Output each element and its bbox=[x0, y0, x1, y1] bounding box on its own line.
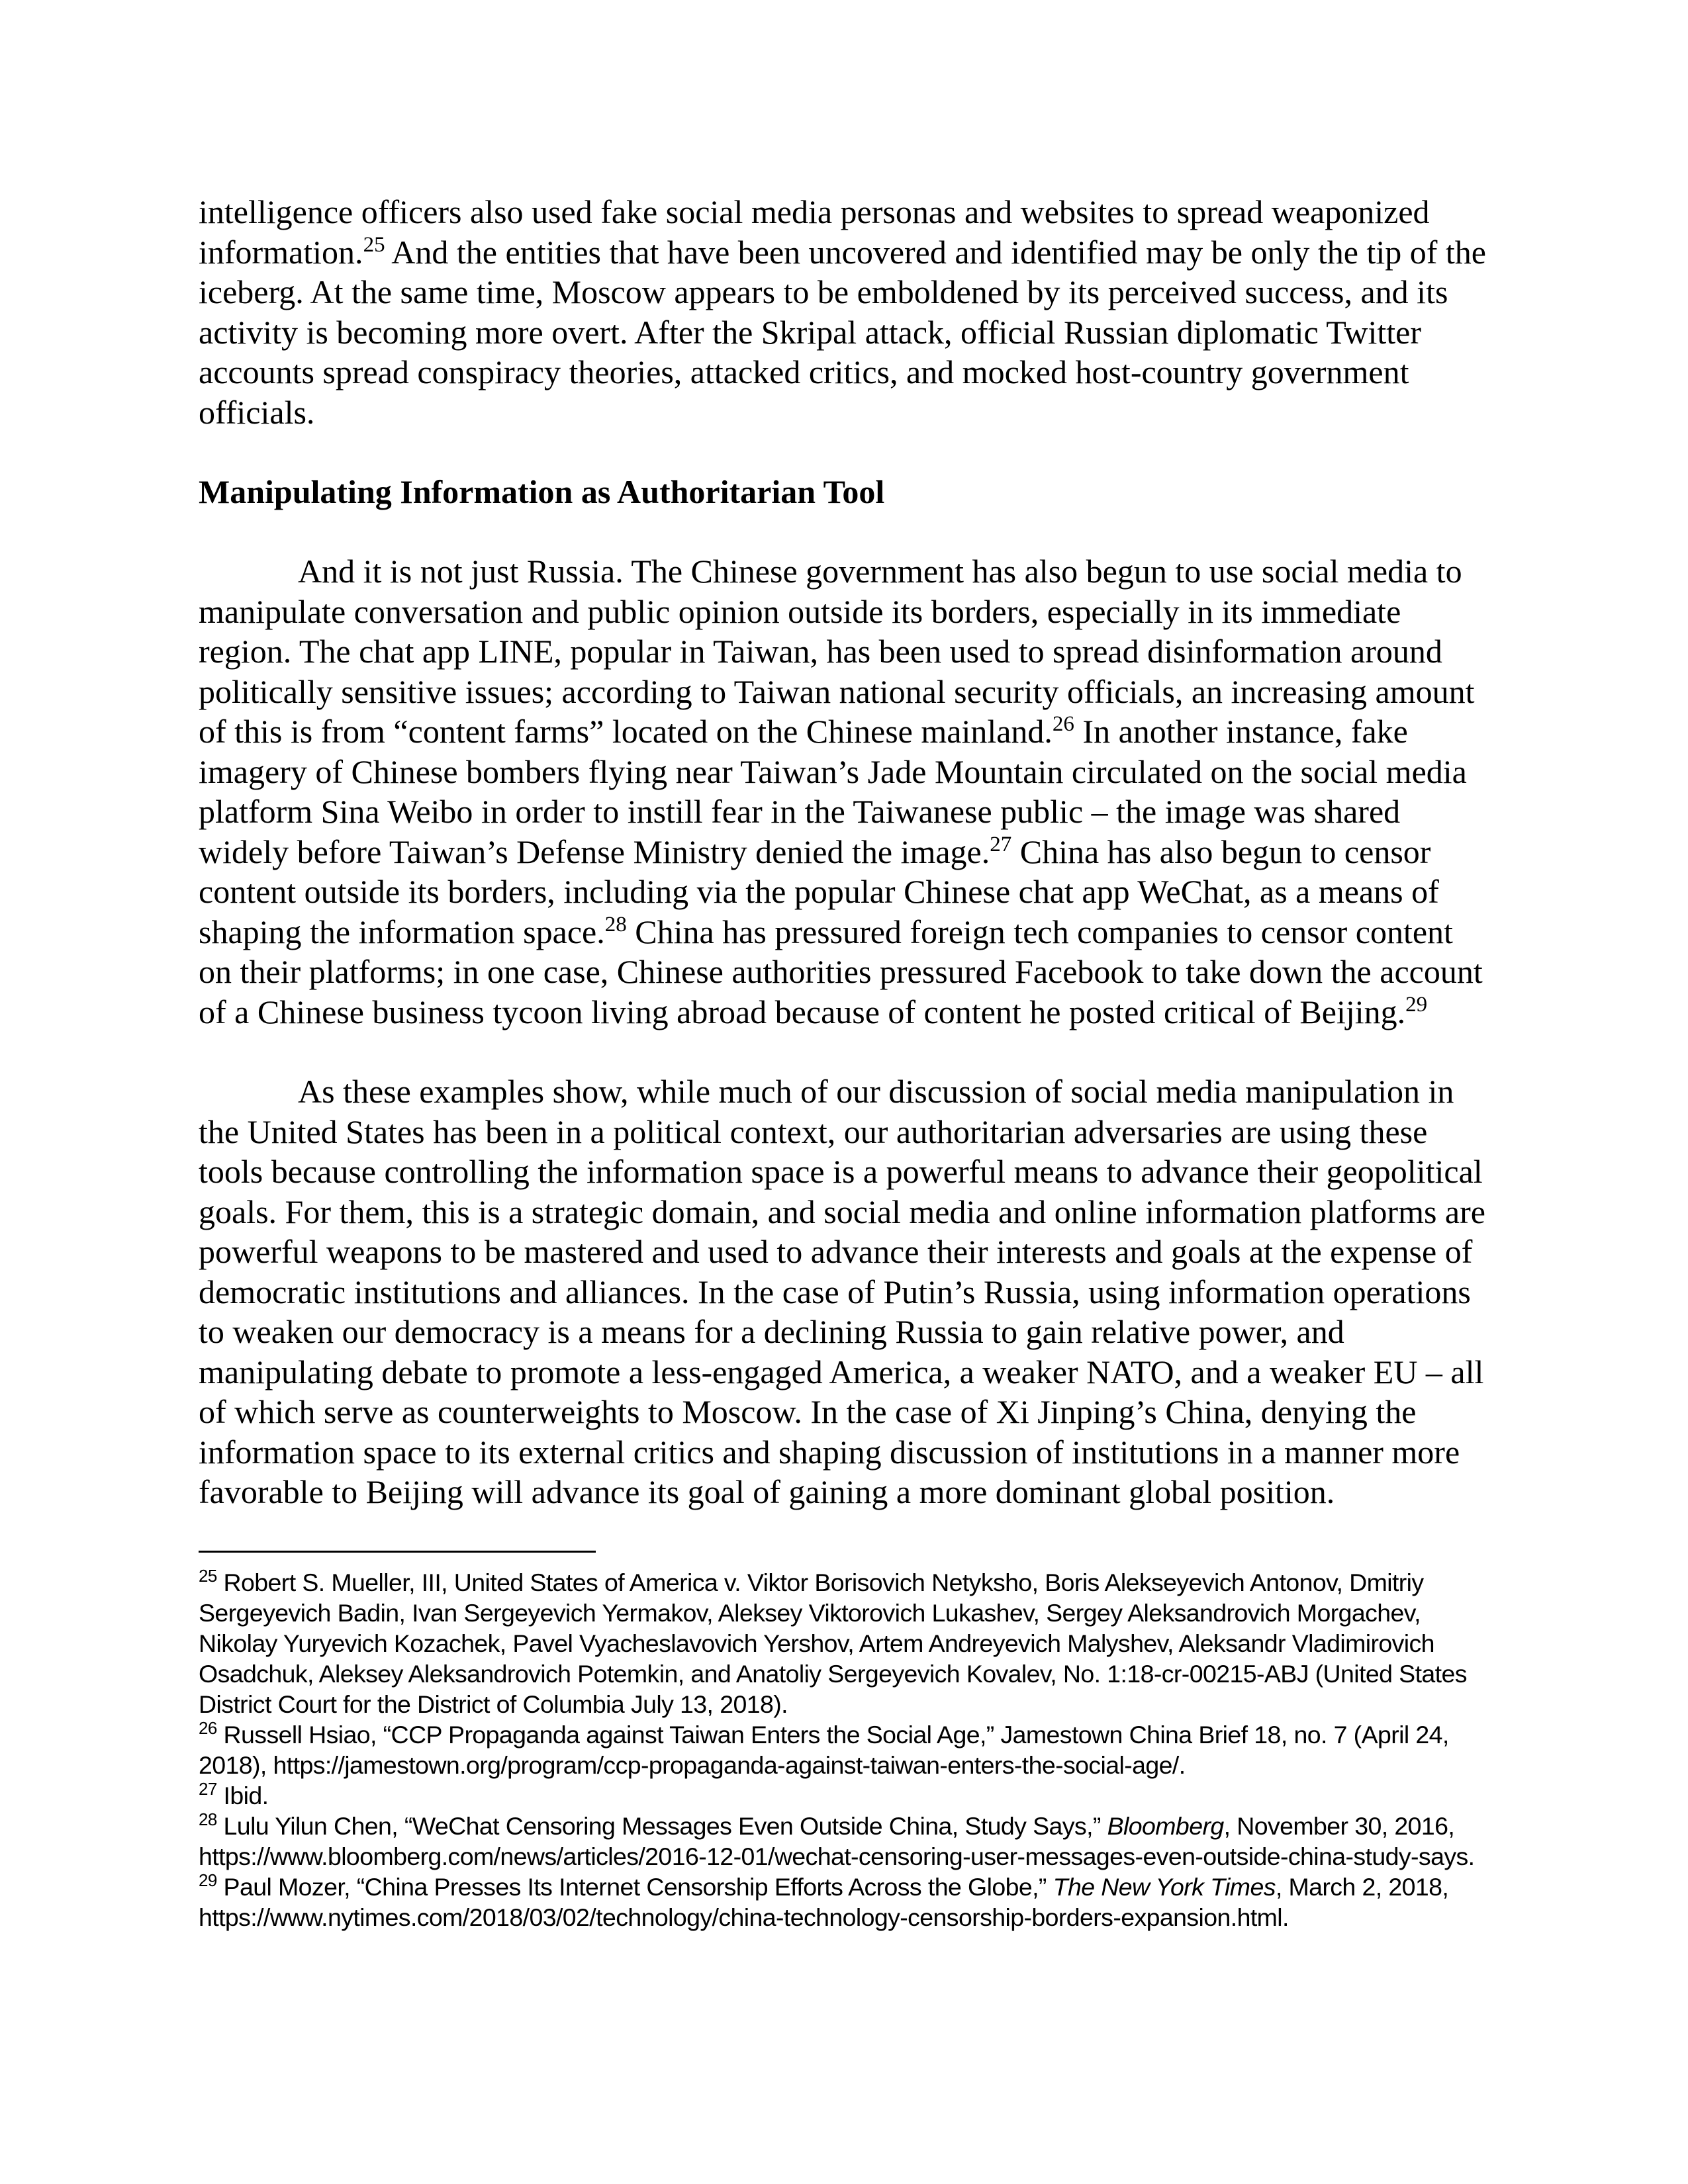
footnote-text: Lulu Yilun Chen, “WeChat Censoring Messages Even Outside China, Study Says,” bbox=[216, 1811, 1107, 1840]
footnote-number: 25 bbox=[199, 1565, 217, 1586]
footnote-number: 27 bbox=[199, 1778, 217, 1799]
publication-title: The New York Times bbox=[1053, 1872, 1276, 1901]
document-page bbox=[199, 192, 1489, 1933]
paragraph-text: intelligence officers also used fake social media personas and websites to spread weaponized information. bbox=[199, 193, 1430, 271]
footnote-text: Ibid. bbox=[216, 1781, 269, 1809]
paragraph-spacer bbox=[199, 1032, 1489, 1071]
footnote-number: 26 bbox=[199, 1717, 217, 1738]
footnote-text: Paul Mozer, “China Presses Its Internet Censorship Efforts Across the Globe,” bbox=[216, 1872, 1053, 1901]
body-paragraph-2 bbox=[199, 551, 1489, 1032]
footnote-ref-27[interactable]: 27 bbox=[990, 832, 1012, 856]
footnote-ref-28[interactable]: 28 bbox=[604, 912, 627, 936]
footnote-number: 29 bbox=[199, 1870, 217, 1890]
footnote-number: 28 bbox=[199, 1809, 217, 1829]
footnote-29 bbox=[199, 1872, 1489, 1933]
body-paragraph-1 bbox=[199, 192, 1489, 432]
footnote-text: , November 30, 2016, https://www.bloomberg.com/news/articles/2016-12-01/wechat-censoring-user-messages-even-outside-china-study-says. bbox=[199, 1811, 1475, 1870]
footnote-26 bbox=[199, 1719, 1489, 1780]
paragraph-text: China has pressured foreign tech companies to censor content on their platforms; in one case, Chinese authorities pressured Facebook to take down the account of a Chinese business tycoon living abroad because of content he posted critical of Beijing. bbox=[199, 913, 1483, 1030]
footnote-ref-29[interactable]: 29 bbox=[1405, 992, 1428, 1017]
paragraph-text: In another instance, fake imagery of Chinese bombers flying near Taiwan’s Jade Mountain circulated on the social media platform Sina Weibo in order to instill fear in the Taiwanese public – the image was shared widely before Taiwan’s Defense Ministry denied the image. bbox=[199, 713, 1467, 870]
footnote-text: Russell Hsiao, “CCP Propaganda against Taiwan Enters the Social Age,” Jamestown China Brief 18, no. 7 (April 24, 2018), https://jamestown.org/program/ccp-propaganda-against-taiwan-enters-the-social-age/. bbox=[199, 1720, 1449, 1779]
paragraph-text: China has also begun to censor content outside its borders, including via the popular Chinese chat app WeChat, as a means of shaping the information space. bbox=[199, 833, 1439, 950]
footnote-25 bbox=[199, 1567, 1489, 1719]
publication-title: Bloomberg bbox=[1107, 1811, 1224, 1840]
footnote-27 bbox=[199, 1780, 1489, 1811]
paragraph-text: And the entities that have been uncovered and identified may be only the tip of the iceberg. At the same time, Moscow appears to be emboldened by its perceived success, and its activity is becoming more overt. After the Skripal attack, official Russian diplomatic Twitter accounts spread conspiracy theories, attacked critics, and mocked host-country government officials. bbox=[199, 233, 1486, 431]
footnote-text: , March 2, 2018, https://www.nytimes.com/2018/03/02/technology/china-technology-censorship-borders-expansion.html. bbox=[199, 1872, 1449, 1931]
paragraph-text: And it is not just Russia. The Chinese government has also begun to use social media to manipulate conversation and public opinion outside its borders, especially in its immediate region. The chat app LINE, popular in Taiwan, has been used to spread disinformation around politically sensitive issues; according to Taiwan national security officials, an increasing amount of this is from “content farms” located on the Chinese mainland. bbox=[199, 553, 1475, 750]
footnote-ref-25[interactable]: 25 bbox=[363, 232, 385, 257]
section-heading: Manipulating Information as Authoritarian Tool bbox=[199, 473, 885, 510]
footnote-ref-26[interactable]: 26 bbox=[1052, 712, 1074, 736]
body-paragraph-3: As these examples show, while much of our discussion of social media manipulation in the United States has been in a political context, our authoritarian adversaries are using these tools because controlling the information space is a powerful means to advance their geopolitical goals. For them, this is a strategic domain, and social media and online information platforms are powerful weapons to be mastered and used to advance their interests and goals at the expense of democratic institutions and alliances. In the case of Putin’s Russia, using information operations to weaken our democracy is a means for a declining Russia to gain relative power, and manipulating debate to promote a less-engaged America, a weaker NATO, and a weaker EU – all of which serve as counterweights to Moscow. In the case of Xi Jinping’s China, denying the information space to its external critics and shaping discussion of institutions in a manner more favorable to Beijing will advance its goal of gaining a more dominant global position. bbox=[199, 1073, 1485, 1510]
footnote-separator bbox=[199, 1551, 596, 1553]
footnotes-section bbox=[199, 1567, 1489, 1933]
footnote-text: Robert S. Mueller, III, United States of America v. Viktor Borisovich Netyksho, Boris Alekseyevich Antonov, Dmitriy Sergeyevich Badin, Ivan Sergeyevich Yermakov, Aleksey Viktorovich Lukashev, Sergey Aleksandrovich Morgachev, Nikolay Yuryevich Kozachek, Pavel Vyacheslavovich Yershov, Artem Andreyevich Malyshev, Aleksandr Vladimirovich Osadchuk, Aleksey Aleksandrovich Potemkin, and Anatoliy Sergeyevich Kovalev, No. 1:18-cr-00215-ABJ (United States District Court for the District of Columbia July 13, 2018). bbox=[199, 1568, 1467, 1718]
footnote-28 bbox=[199, 1811, 1489, 1872]
